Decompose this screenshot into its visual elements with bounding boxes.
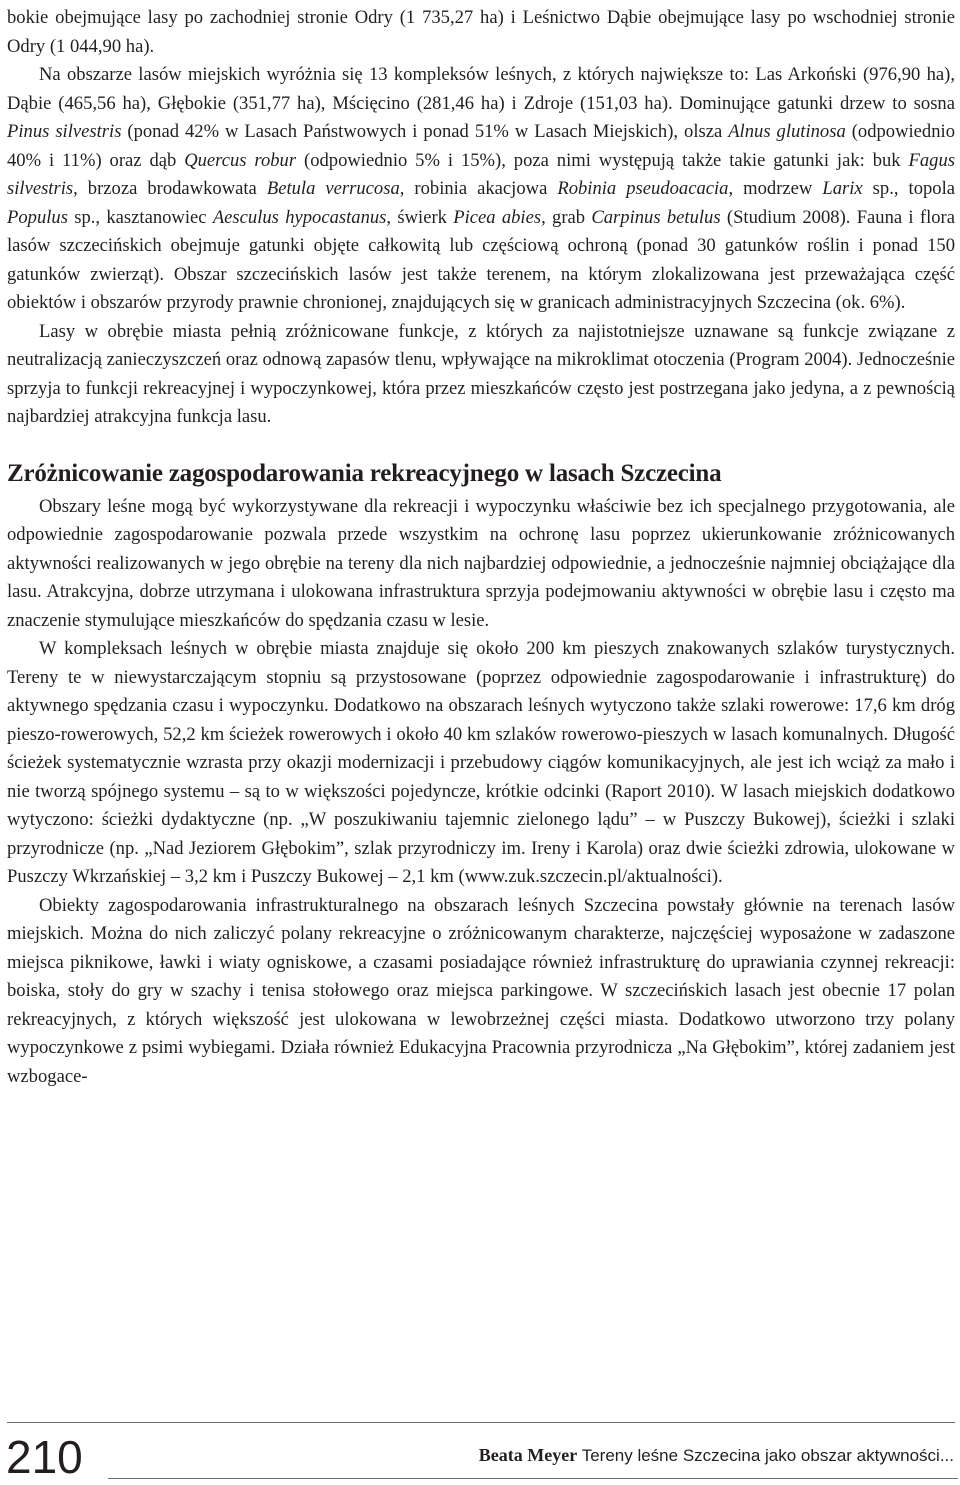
footer-underline bbox=[108, 1478, 958, 1479]
latin-species-name: Fagus silvestris bbox=[7, 149, 955, 199]
footer-divider bbox=[7, 1422, 955, 1423]
latin-species-name: Carpinus betulus bbox=[591, 206, 721, 228]
paragraph: Lasy w obrębie miasta pełnią zróżnicowane funkcje, z których za najistotniejsze uznawane są funkcje związane z neutralizacją zanieczyszczeń oraz odnową zapasów tlenu, wpływające na mikroklimat otoczenia (Program 2004). Jednocześnie sprzyja to funkcji rekreacyjnej i wypoczynkowej, która przez mieszkańców często jest postrzegana jako jedyna, a z pewnością najbardziej atrakcyjna funkcja lasu. bbox=[7, 320, 955, 427]
paragraph: Obiekty zagospodarowania infrastrukturalnego na obszarach leśnych Szczecina powstały głównie na terenach lasów miejskich. Można do nich zaliczyć polany rekreacyjne o zróżnicowanym charakterze, najczęściej wyposażone w zadaszone miejsca piknikowe, ławki i wiaty ogniskowe, a czasami posiadające również infrastrukturę do uprawiania czynnej rekreacji: boiska, stoły do gry w szachy i tenisa stołowego oraz miejsca parkingowe. W szczecińskich lasach jest obecnie 17 polan rekreacyjnych, z których większość jest ulokowana w lewobrzeżnej części miasta. Dodatkowo utworzono trzy polany wypoczynkowe z psimi wybiegami. Działa również Edukacyjna Pracownia przyrodnicza „Na Głębokim”, której zadaniem jest wzbogace- bbox=[7, 894, 955, 1087]
latin-species-name: Pinus silvestris bbox=[7, 121, 122, 142]
paragraphs-after-heading bbox=[7, 493, 955, 1092]
latin-species-name: Larix bbox=[822, 178, 863, 199]
page-number: 210 bbox=[6, 1431, 83, 1483]
latin-species-name: Alnus glutinosa bbox=[728, 121, 846, 142]
paragraph: bokie obejmujące lasy po zachodniej stronie Odry (1 735,27 ha) i Leśnictwo Dąbie obejmujące lasy po wschodniej stronie Odry (1 044,90 ha). bbox=[7, 7, 955, 57]
latin-species-name: Betula verrucosa bbox=[266, 178, 400, 199]
paragraphs-before-heading bbox=[7, 4, 955, 432]
latin-species-name: Picea abies bbox=[453, 206, 542, 228]
section-heading: Zróżnicowanie zagospodarowania rekreacyjnego w lasach Szczecina bbox=[7, 459, 722, 487]
paragraph: Na obszarze lasów miejskich wyróżnia się 13 kompleksów leśnych, z których największe to: Las Arkoński (976,90 ha), Dąbie (465,56 ha), Głębokie (351,77 ha), Mścięcino (281,46 ha) i Zdroje (151,03 ha). Dominujące gatunki drzew to sosna Pinus silvestris (ponad 42% w Lasach Państwowych i ponad 51% w Lasach Miejskich), olsza Alnus glutinosa (odpowiednio 40% i 11%) oraz dąb Quercus robur (odpowiednio 5% i 15%), poza nimi występują także takie gatunki jak: buk Fagus silvestris, brzoza brodawkowata Betula verrucosa, robinia akacjowa Robinia pseudoacacia, modrzew Larix sp., topola Populus sp., kasztanowiec Aesculus hypocastanus, świerk Picea abies, grab Carpinus betulus (Studium 2008). Fauna i flora lasów szczecińskich obejmuje gatunki objęte całkowitą lub częściową ochroną (ponad 30 gatunków roślin i ponad 150 gatunków zwierząt). Obszar szczecińskich lasów jest także terenem, na którym zlokalizowana jest przeważająca część obiektów i obszarów przyrody prawnie chronionej, znajdujących się w granicach administracyjnych Szczecina (ok. 6%). bbox=[7, 64, 955, 313]
running-footer bbox=[354, 1443, 954, 1468]
body-text bbox=[7, 4, 955, 1091]
paragraph: W kompleksach leśnych w obrębie miasta znajduje się około 200 km pieszych znakowanych szlaków turystycznych. Tereny te w niewystarczającym stopniu są przystosowane (poprzez odpowiednie zagospodarowanie i infrastrukturę) do aktywnego spędzania czasu i wypoczynku. Dodatkowo na obszarach leśnych wytyczono także szlaki rowerowe: 17,6 km dróg pieszo-rowerowych, 52,2 km ścieżek rowerowych i około 40 km szlaków rowerowo-pieszych w lasach komunalnych. Długość ścieżek systematycznie wzrasta przy okazji modernizacji i przebudowy ciągów komunikacyjnych, ale jest ich wciąż za mało i nie tworzą spójnego systemu – są to w większości pojedyncze, krótkie odcinki (Raport 2010). W lasach miejskich dodatkowo wytyczono: ścieżki dydaktyczne (np. „W poszukiwaniu tajemnic zielonego lądu” – w Puszczy Bukowej), ścieżki i szlaki przyrodnicze (np. „Nad Jeziorem Głębokim”, szlak przyrodniczy im. Ireny i Karola) oraz dwie ścieżki zdrowia, ulokowane w Puszczy Wkrzańskiej – 3,2 km i Puszczy Bukowej – 2,1 km (www.zuk.szczecin.pl/aktualności). bbox=[7, 638, 955, 887]
paragraph: Obszary leśne mogą być wykorzystywane dla rekreacji i wypoczynku właściwie bez ich specjalnego przygotowania, ale odpowiednie zagospodarowanie pozwala przede wszystkim na ochronę lasu poprzez ukierunkowanie zróżnicowanych aktywności realizowanych w jego obrębie na tereny dla nich najbardziej odpowiednie, a jednocześnie najmniej obciążające dla lasu. Atrakcyjna, dobrze utrzymana i ulokowana infrastruktura sprzyja podejmowaniu aktywności w obrębie lasu i często ma znaczenie stymulujące mieszkańców do spędzania czasu w lesie. bbox=[7, 495, 955, 631]
latin-species-name: Robinia pseudoacacia bbox=[557, 178, 729, 199]
footer-short-title: Tereny leśne Szczecina jako obszar aktywności... bbox=[581, 1446, 954, 1465]
latin-species-name: Aesculus hypocastanus bbox=[212, 206, 387, 228]
footer-author: Beata Meyer bbox=[478, 1445, 578, 1465]
latin-species-name: Quercus robur bbox=[184, 149, 297, 171]
latin-species-name: Populus bbox=[7, 206, 68, 228]
